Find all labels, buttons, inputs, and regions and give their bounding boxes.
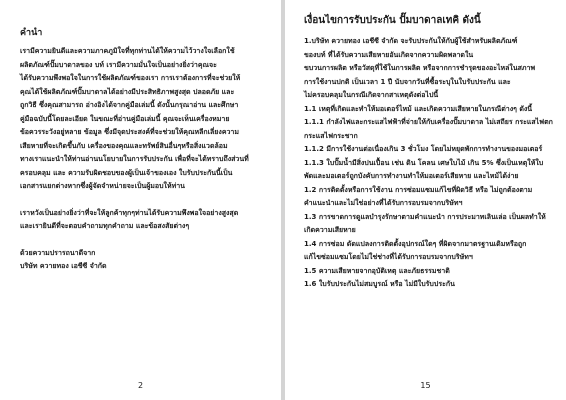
warranty-conditions xyxy=(304,35,552,292)
text-line: ไม่ครอบคลุมในกรณีเกิดจากสาเหตุดังต่อไปนี้ xyxy=(304,91,439,99)
text-line: 1.5 ความเสียหายจากอุบัติเหตุ และภัยธรรมชาติ xyxy=(304,266,450,275)
text-line: คำแนะนำและไม่ใช่อย่างที่ได้รับการอบรมจากบริษัทฯ xyxy=(304,199,463,207)
text-line: ได้รับความพึงพอใจในการใช้ผลิตภัณฑ์ของเรา การเราต้องการที่จะช่วยให้ xyxy=(20,74,241,82)
page-number: 15 xyxy=(420,381,431,390)
text-line: 1.3 การขาดการดูแลบำรุงรักษาตามคำแนะนำ การประมาทเลินเล่อ เป็นผลทำให้ xyxy=(304,212,546,221)
text-line: คู่มือฉบับนี้โดยละเอียด ในขณะที่อ่านคู่มือเล่มนี้ คุณจะเห็นเครื่องหมาย xyxy=(20,114,230,123)
text-line: 1.4 การซ่อม ดัดแปลงการติดตั้งอุปกรณ์ใดๆ ที่ผิดจากมาตรฐานเดิมหรือถูก xyxy=(304,239,527,248)
text-line: ครอบคลุม และ ความรับผิดชอบของผู้เป็นเจ้าของเอง ใบรับประกันนี้เป็น xyxy=(20,168,233,177)
text-line: เสียหายที่จะเกิดขึ้นกับ เครื่องของคุณและทรัพย์สินอื่นๆหรือสิ่งแวดล้อม xyxy=(20,141,228,150)
text-line: เราหวังเป็นอย่างยิ่งว่าที่จะให้ลูกค้าทุกๆท่านได้รับความพึงพอใจอย่างสูงสุด xyxy=(20,208,239,217)
text-line: เรามีความยินดีและความภาคภูมิใจที่ทุกท่านได้ให้ความไว้วางใจเลือกใช้ xyxy=(20,47,235,55)
text-line: 1.1 เหตุที่เกิดและทำให้มอเตอร์ไหม้ และเกิดความเสียหายในกรณีต่างๆ ดังนี้ xyxy=(304,104,533,113)
left-page xyxy=(0,0,281,400)
text-line: ผลิตภัณฑ์ปั๊มบาดาลของ บท์ เรามีความมั่นใจเป็นอย่างยิ่งว่าคุณจะ xyxy=(20,60,217,69)
text-line: 1.2 การติดตั้งหรือการใช้งาน การซ่อมแซมแก้ไขที่ผิดวิธี หรือ ไม่ถูกต้องตาม xyxy=(304,185,533,194)
text-line: และเรายินดีที่จะตอบคำถามทุกคำถาม และข้อสงสัยต่างๆ xyxy=(20,222,190,230)
text-line: ถูกวิธี ซึ่งคุณสามารถ อ่างอิงได้จากคู่มือเล่มนี้ ดังนั้นกรุณาอ่าน และศึกษา xyxy=(20,101,239,109)
text-line: 1.1.3 ใบปั๊มน้ำมีสิ่งปนเปื้อน เช่น ดิน โคลน เศษใบไม้ เกิน 5% ซึ่งเป็นเหตุให้ใบ xyxy=(304,158,544,167)
text-line: 1.1.2 มีการใช้งานต่อเนื่องเกิน 3 ชั่วโมง โดยไม่หยุดพักการทำงานของมอเตอร์ xyxy=(304,145,543,153)
signature-company: บริษัท ควายทอง เอชีซี จำกัด xyxy=(20,262,107,270)
text-line: 1.6 ใบรับประกันไม่สมบูรณ์ หรือ ไม่มีใบรับประกัน xyxy=(304,280,455,288)
text-line: ทางเราแนะนำให้ท่านอ่านนโยบายในการรับประกัน เพื่อที่จะได้ทราบถึงส่วนที่ xyxy=(20,155,249,163)
signature-line: ด้วยความปรารถนาดีจาก xyxy=(20,248,96,257)
text-line: ขบวนการผลิต หรือวัสดุที่ใช้ในการผลิต หรือจากการชำรุดของอะไหล่ในสภาพ xyxy=(304,64,536,72)
text-line: ข้อควรระวังอยู่หลาย ข้อมูล ซึ่งมีจุดประสงค์ที่จะช่วยให้คุณหลีกเลี่ยงความ xyxy=(20,128,239,136)
preface-title: คำนำ xyxy=(20,28,43,38)
text-line: 1.1.1 กำลังไฟและกระแสไฟฟ้าที่จ่ายให้กับเครื่องปั๊มบาดาล ไม่เสถียร กระแสไฟตก xyxy=(304,118,553,126)
text-line: กระแสไฟกระชาก xyxy=(304,131,358,140)
text-line: การใช้งานปกติ เป็นเวลา 1 ปี นับจากวันที่ซื้อระบุในใบรับประกัน และ xyxy=(304,77,511,86)
right-page xyxy=(285,0,566,400)
warranty-title: เงื่อนไขการรับประกัน ปั๊มบาดาลเทคิ ดังนี้ xyxy=(304,15,481,26)
preface-paragraph-2 xyxy=(20,207,265,234)
text-line: ของบท์ ที่ได้รับความเสียหายอันเกิดจากความผิดพลาดใน xyxy=(304,50,474,59)
text-line: เอกสารแยกต่างหากซึ่งผู้จัดจำหน่ายจะเป็นผู้มอบให้ท่าน xyxy=(20,182,185,190)
page-number: 2 xyxy=(137,381,144,390)
preface-paragraph-1 xyxy=(20,45,265,194)
signature-block xyxy=(20,247,265,274)
text-line: พัดและมอเตอร์ถูกบังคับการทำงานทำให้มอเตอร์เสียหาย และไหม้ได้ง่าย xyxy=(304,172,519,180)
text-line: เกิดความเสียหาย xyxy=(304,226,356,234)
text-line: คุณได้ใช้ผลิตภัณฑ์ปั๊มบาดาลได้อย่างมีประสิทธิภาพสูงสุด ปลอดภัย และ xyxy=(20,87,235,96)
text-line: 1.บริษัท ควายทอง เอชีซี จำกัด จะรับประกันให้กับผู้ใช้สำหรับผลิตภัณฑ์ xyxy=(304,37,518,45)
text-line: แก้ไขซ่อมแซมโดยไม่ใช่ช่างที่ได้รับการอบรมจากบริษัทฯ xyxy=(304,253,473,261)
